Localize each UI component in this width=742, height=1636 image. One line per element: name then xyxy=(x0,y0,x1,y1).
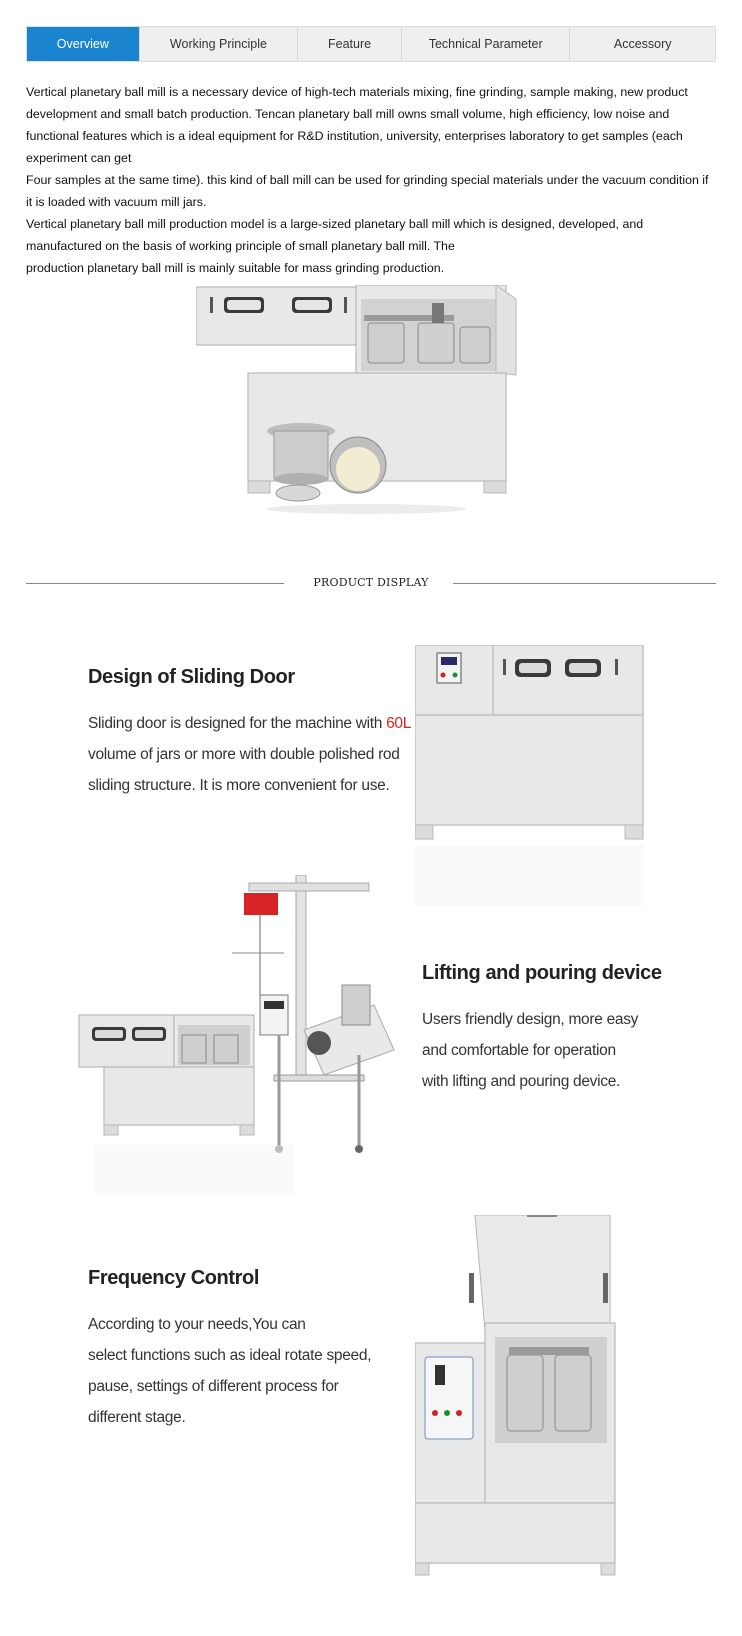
tab-overview[interactable]: Overview xyxy=(27,27,140,61)
feature-3-line-2: select functions such as ideal rotate speed, xyxy=(88,1347,372,1364)
ball-mill-hero-image xyxy=(196,285,542,530)
feature-1-line-3: sliding structure. It is more convenient for use. xyxy=(88,777,390,794)
frequency-control-machine-image xyxy=(415,1215,647,1585)
tab-technical-parameter[interactable]: Technical Parameter xyxy=(402,27,571,61)
feature-2-line-1: Users friendly design, more easy xyxy=(422,1011,639,1028)
sliding-door-machine-image xyxy=(415,645,657,915)
divider-line-right xyxy=(453,583,716,584)
intro-paragraph-3: Vertical planetary ball mill production model is a large-sized planetary ball mill which is designed, developed, and manufactured on the basis of working principle of small planetary ball mill. The xyxy=(26,217,644,253)
intro-paragraph-1: Vertical planetary ball mill is a necessary device of high-tech materials mixing, fine grinding, sample making, new product development and small batch production. Tencan planetary ball mill owns small volume, high efficiency, low noise and functional features which is a ideal equipment for R&D institution, university, enterprises laboratory to get samples (each experiment can get xyxy=(26,85,688,165)
section-divider xyxy=(26,576,716,590)
section-label: PRODUCT DISPLAY xyxy=(313,576,429,589)
feature-text-lifting-pouring xyxy=(422,1004,638,1097)
feature-title-frequency-control: Frequency Control xyxy=(88,1267,259,1289)
feature-2-line-2: and comfortable for operation xyxy=(422,1042,616,1059)
lifting-pouring-device-image xyxy=(74,875,424,1210)
intro-text xyxy=(26,81,716,279)
tab-bar xyxy=(26,26,716,62)
feature-title-sliding-door: Design of Sliding Door xyxy=(88,666,295,688)
feature-text-frequency-control xyxy=(88,1309,371,1433)
feature-2-line-3: with lifting and pouring device. xyxy=(422,1073,621,1090)
tab-feature[interactable]: Feature xyxy=(298,27,402,61)
feature-1-line-2: volume of jars or more with double polished rod xyxy=(88,746,400,763)
tab-working-principle[interactable]: Working Principle xyxy=(140,27,299,61)
intro-paragraph-2: Four samples at the same time). this kind of ball mill can be used for grinding special materials under the vacuum condition if it is loaded with vacuum mill jars. xyxy=(26,173,709,209)
tab-accessory[interactable]: Accessory xyxy=(613,37,672,51)
feature-title-lifting-pouring: Lifting and pouring device xyxy=(422,962,662,984)
feature-3-line-1: According to your needs,You can xyxy=(88,1316,306,1333)
jar-volume-highlight: 60L xyxy=(386,715,412,732)
intro-paragraph-4: production planetary ball mill is mainly suitable for mass grinding production. xyxy=(26,261,445,275)
feature-1-line-1: Sliding door is designed for the machine with xyxy=(88,715,387,732)
feature-text-sliding-door xyxy=(88,708,411,801)
feature-3-line-3: pause, settings of different process for xyxy=(88,1378,339,1395)
feature-3-line-4: different stage. xyxy=(88,1409,186,1426)
